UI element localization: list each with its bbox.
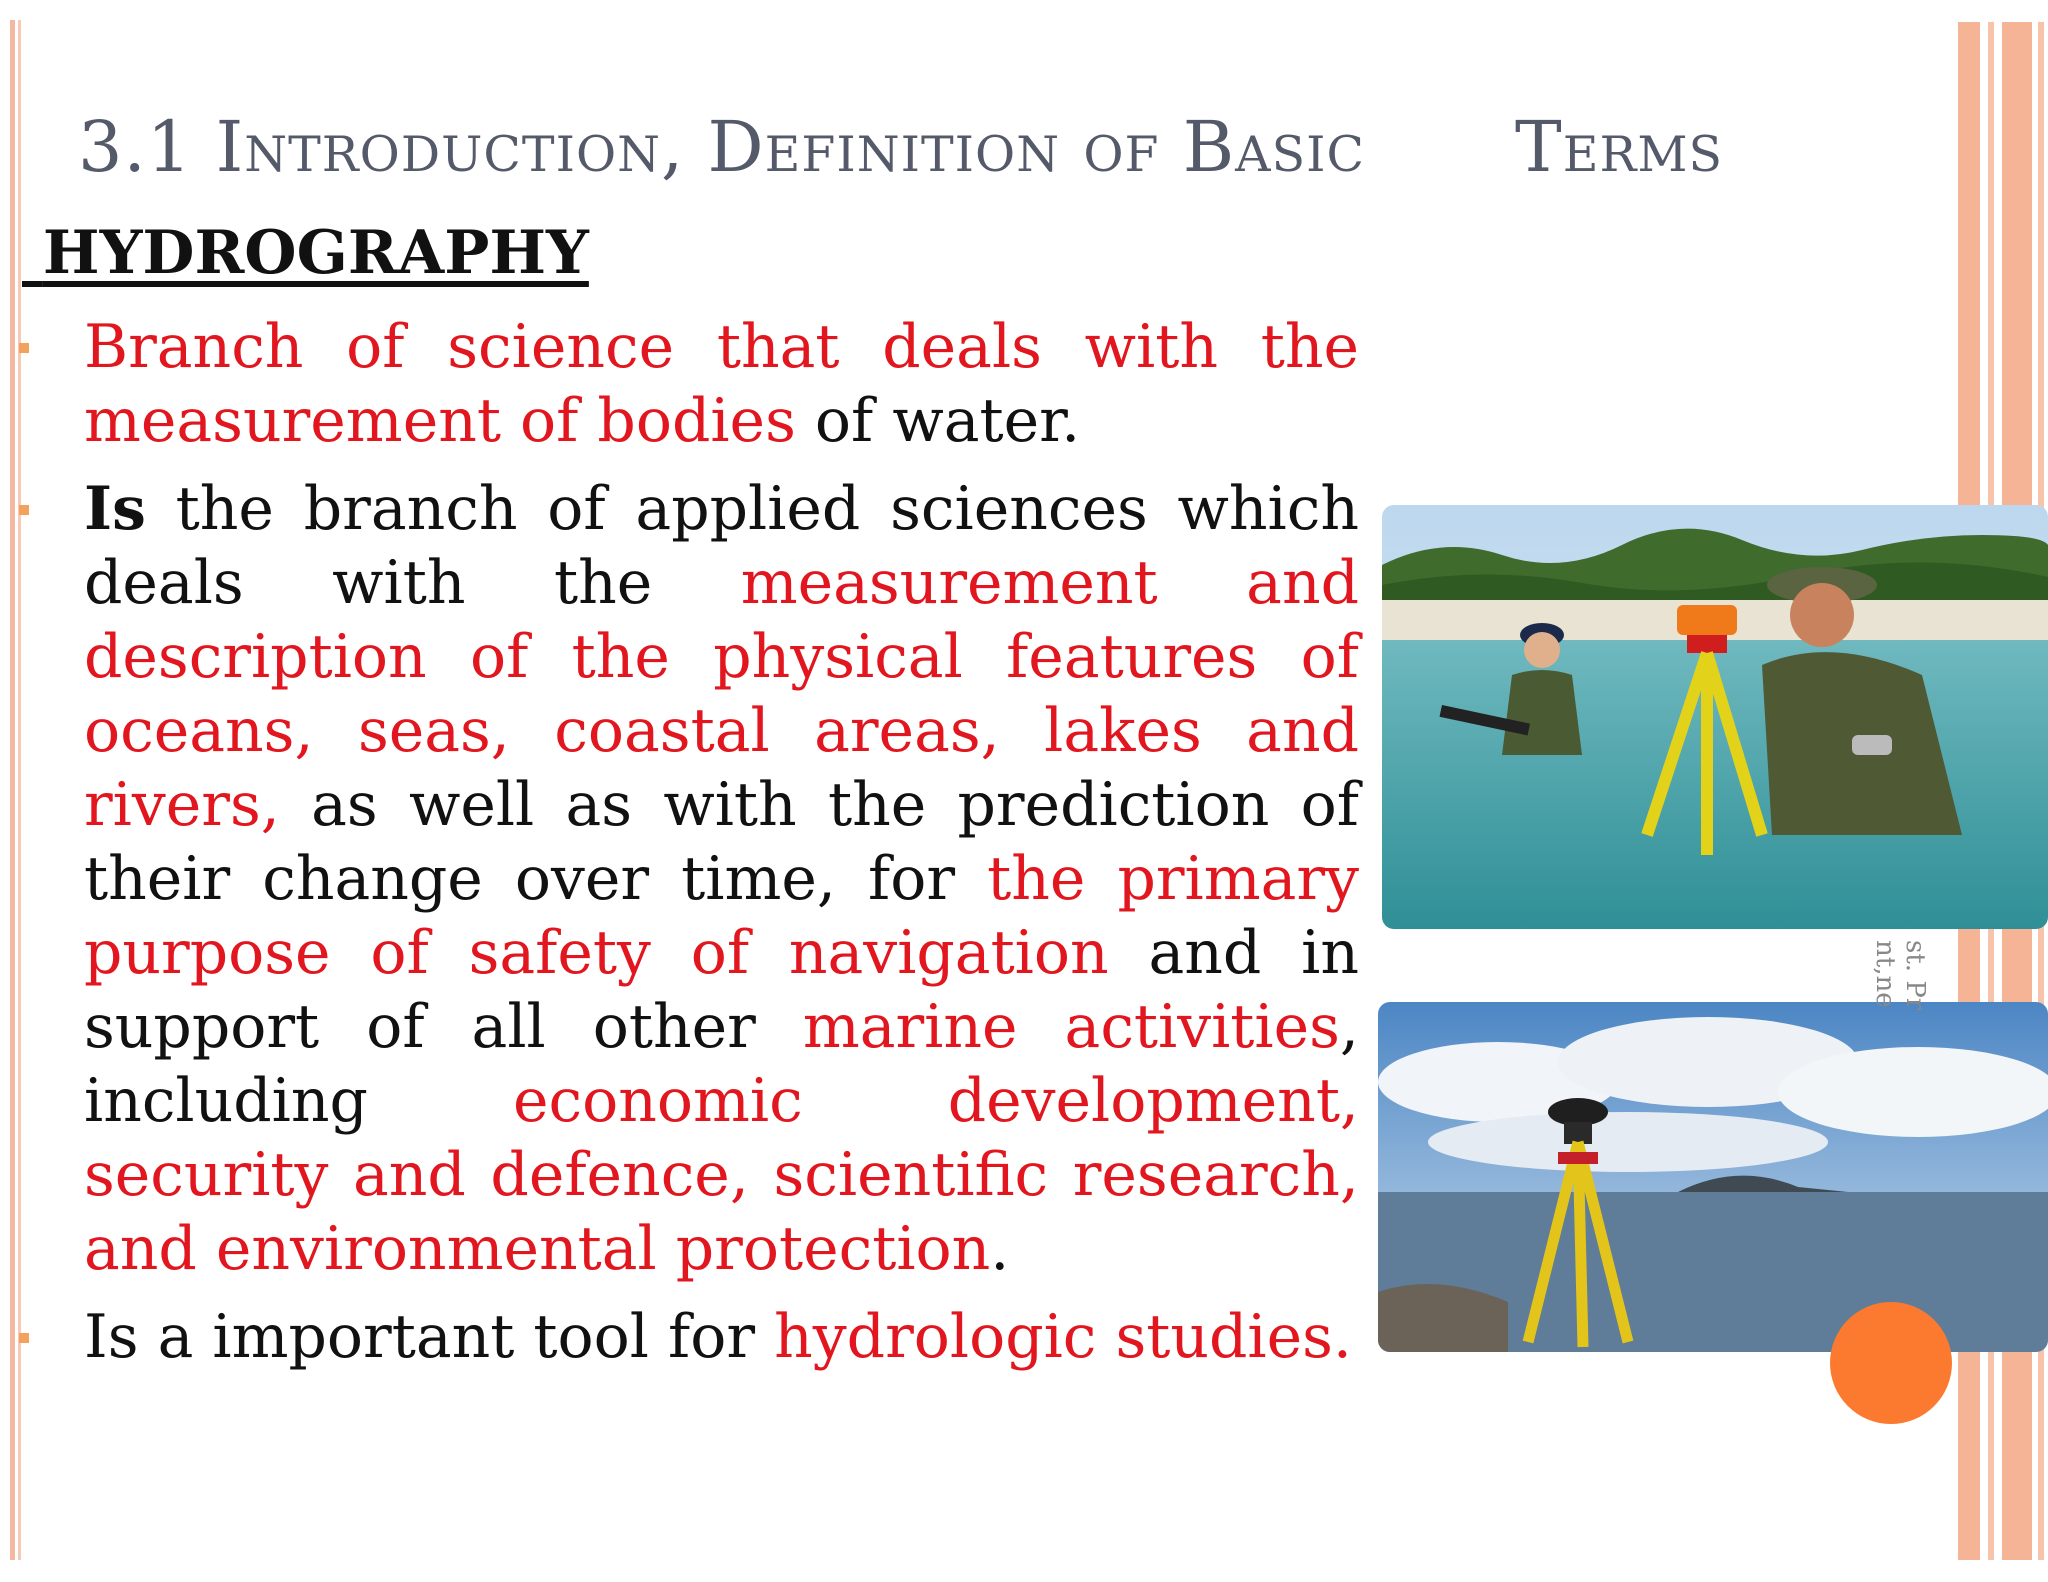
slide-title-main: 3.1 Introduction, Definition of Basic <box>78 106 1365 188</box>
bullet-text-highlight: marine activities <box>802 992 1340 1062</box>
bullet-text: and in support of all other <box>84 918 1359 1062</box>
watermark-text <box>1870 940 1930 1010</box>
bullet-text-highlight: the primary purpose of safety of navigation <box>84 844 1359 988</box>
bullet-item-tool <box>84 1300 1359 1374</box>
bullet-marker-icon <box>19 1333 29 1343</box>
bullet-text: of water. <box>795 386 1081 456</box>
tripod-shore-photo <box>1378 1002 2048 1352</box>
bullet-text: as well as with the prediction of their change over time, for <box>84 770 1359 914</box>
bullet-text-bold: Is <box>84 474 146 544</box>
bullet-text-highlight: hydrologic studies. <box>774 1302 1352 1372</box>
bullet-text: Is a important tool for <box>84 1302 775 1372</box>
bullet-text-highlight: economic development, security and defence, scientific research, and environmental protection <box>84 1066 1359 1284</box>
watermark-line: nt,ne <box>1870 940 1900 1008</box>
bullet-item-definition-1 <box>84 310 1359 458</box>
bullet-text-highlight: Branch of science that deals with the measurement of bodies <box>84 312 1359 456</box>
watermark-line: st. Pr <box>1900 940 1930 1011</box>
bullet-item-definition-2 <box>84 472 1359 1286</box>
section-heading-text: HYDROGRAPHY <box>42 218 589 288</box>
slide-title <box>78 106 1958 188</box>
bullet-marker-icon <box>19 343 29 353</box>
bullet-marker-icon <box>19 505 29 515</box>
section-heading <box>22 218 589 288</box>
bullet-text: . <box>990 1214 1010 1284</box>
surveyors-photo <box>1382 505 2048 929</box>
bullet-text: , including <box>84 992 1359 1136</box>
decorative-orange-circle <box>1830 1302 1952 1424</box>
slide-title-terms: Terms <box>1515 106 1724 188</box>
bullet-text-highlight: measurement and description of the physical features of oceans, seas, coastal areas, lakes and rivers, <box>84 548 1359 840</box>
bullet-text: the branch of applied sciences which deals with the <box>84 474 1359 618</box>
